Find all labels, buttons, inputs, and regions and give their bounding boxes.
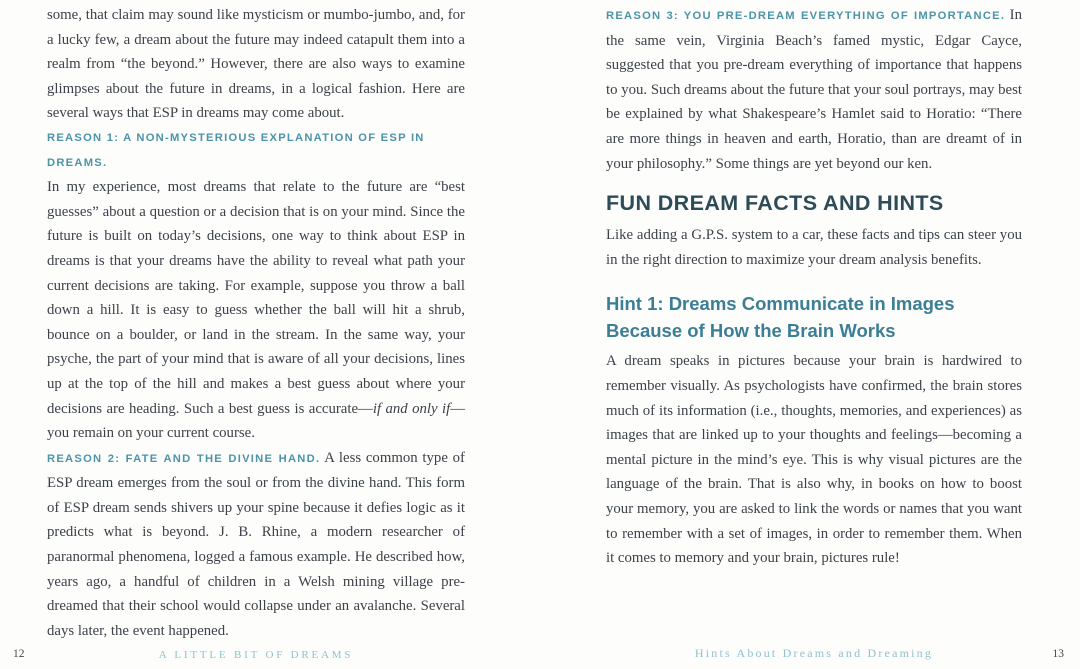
hint-heading-line-2: Because of How the Brain Works (606, 319, 896, 341)
section-heading: FUN DREAM FACTS AND HINTS (606, 191, 944, 216)
paragraph-text: In the same vein, Virginia Beach’s famed mystic, Edgar Cayce, suggested that you pre-dream everything of importance that happens to you. Such dreams about the future that your soul portrays, may best be explained by what Shakespeare’s Hamlet said to Horatio: “There are more things in heaven and earth, Horatio, than are dreamt of in your philosophy.” Some things are yet beyond our ken. (606, 7, 1022, 172)
right-page-number: 13 (1052, 648, 1064, 660)
hint-1-heading (606, 291, 1022, 344)
paragraph (47, 446, 465, 644)
paragraph (606, 3, 1022, 176)
paragraph-text: A less common type of ESP dream emerges from the soul or from the divine hand. This form of ESP dream sends shivers up your spine because it defies logic as it predicts what is beyond. J. B. Rhine, a modern researcher of paranormal phenomena, logged a famous example. He described how, years ago, a handful of children in a Welsh mining village pre-dreamed that their school would collapse under an avalanche. Several days later, the event happened. (47, 449, 465, 639)
left-page-number: 12 (13, 648, 25, 660)
paragraph-text: In my experience, most dreams that relate to the future are “best guesses” about a question or a decision that is on your mind. Since the future is built on today’s decisions, one way to think about ESP in dreams is that your dreams have the ability to reveal what path your current decisions are taking. For example, suppose you throw a ball down a hill. It is easy to guess whether the ball will hit a shrub, bounce on a boulder, or land in the stream. In the same way, your psyche, the part of your mind that is aware of all your decisions, lines up at the top of the hill and makes a best guess about where your decisions are heading. Such a best guess is accurate— (47, 179, 465, 417)
left-running-title: A LITTLE BIT OF DREAMS (158, 649, 354, 661)
reason-1-heading: REASON 1: A NON-MYSTERIOUS EXPLANATION OF ESP IN DREAMS. (47, 131, 425, 169)
paragraph: some, that claim may sound like mysticism or mumbo-jumbo, and, for a lucky few, a dream about the future may indeed catapult them into a realm from “the beyond.” However, there are also ways to examine glimpses about the future in dreams, in a logical fashion. Here are several ways that ESP in dreams may come about. (47, 7, 465, 122)
paragraph (47, 175, 465, 446)
paragraph: Like adding a G.P.S. system to a car, these facts and tips can steer you in the right direction to maximize your dream analysis benefits. (606, 227, 1022, 268)
reason-2-heading: REASON 2: FATE AND THE DIVINE HAND. (47, 452, 321, 465)
right-page-text-column (606, 3, 1022, 571)
left-page-text-column (47, 3, 465, 643)
paragraph: A dream speaks in pictures because your brain is hardwired to remember visually. As psychologists have confirmed, the brain stores much of its information (i.e., thoughts, memories, and experiences) as images that are linked up to your thoughts and feelings—becoming a mental picture in the mind’s eye. This is why visual pictures are the language of the brain. That is also why, in books on how to boost your memory, you are asked to link the words or names that you want to remember with a set of images, in order to remember them. When it comes to memory and your brain, pictures rule! (606, 353, 1022, 567)
right-running-title: Hints About Dreams and Dreaming (694, 646, 934, 660)
reason-3-heading: REASON 3: YOU PRE-DREAM EVERYTHING OF IMPORTANCE. (606, 10, 1006, 22)
hint-heading-line-1: Hint 1: Dreams Communicate in Images (606, 293, 955, 315)
paragraph-text: —you remain on your current course. (47, 400, 465, 442)
italic-phrase: if and only if (372, 400, 451, 417)
